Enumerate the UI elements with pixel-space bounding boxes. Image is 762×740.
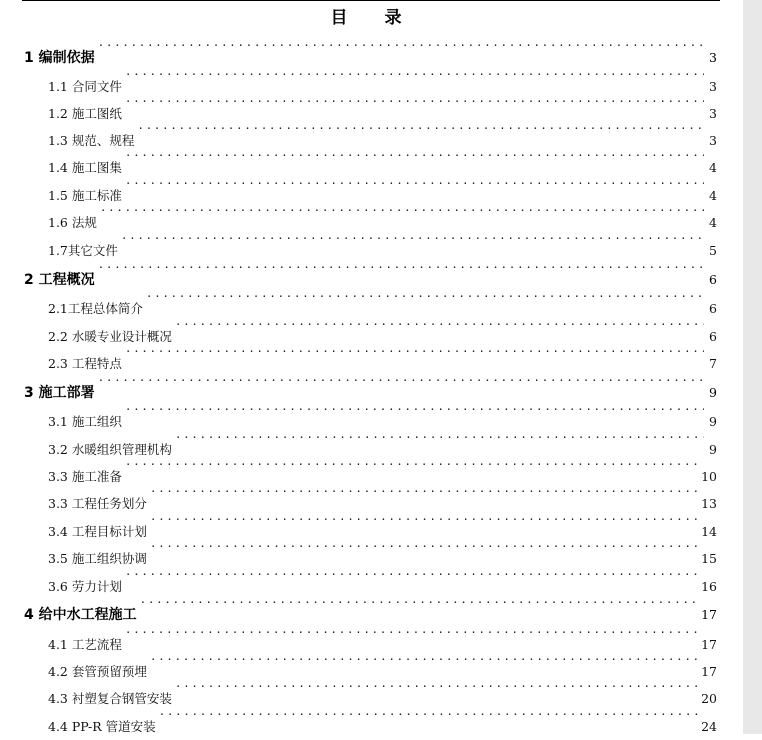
toc-entry-label: 3.3 施工准备 bbox=[48, 469, 122, 484]
dot-leader bbox=[159, 704, 698, 731]
toc-page-number: 5 bbox=[709, 243, 717, 258]
toc-chapter-entry[interactable] bbox=[0, 370, 743, 401]
toc-section-entry[interactable] bbox=[0, 454, 743, 484]
toc-chapter-entry[interactable] bbox=[0, 592, 743, 623]
toc-page-number: 3 bbox=[709, 106, 717, 121]
toc-section-entry[interactable] bbox=[0, 649, 743, 679]
dot-leader bbox=[125, 341, 704, 368]
toc-section-entry[interactable] bbox=[0, 622, 743, 652]
dot-leader bbox=[140, 592, 698, 619]
toc-section-entry[interactable] bbox=[0, 481, 743, 511]
toc-entry-label: 3.6 劳力计划 bbox=[48, 579, 122, 594]
toc-entry-label: 2.2 水暖专业设计概况 bbox=[48, 329, 172, 344]
toc-entry-label: 1 编制依据 bbox=[24, 50, 95, 66]
toc-entry-label: 2.1工程总体简介 bbox=[48, 301, 143, 316]
toc-entry-label: 1.5 施工标准 bbox=[48, 188, 122, 203]
toc-entry-label: 1.6 法规 bbox=[48, 215, 97, 230]
toc-section-entry[interactable] bbox=[0, 200, 743, 230]
toc-page-number: 15 bbox=[701, 551, 717, 566]
toc-section-entry[interactable] bbox=[0, 145, 743, 175]
toc-page-number: 6 bbox=[709, 301, 717, 316]
dot-leader bbox=[150, 536, 698, 563]
toc-page-number: 17 bbox=[701, 637, 717, 652]
toc-page-number: 17 bbox=[701, 607, 717, 622]
toc-page-number: 6 bbox=[709, 272, 717, 287]
toc-page-number: 3 bbox=[709, 50, 717, 65]
toc-page-number: 4 bbox=[709, 160, 717, 175]
toc-entry-label: 1.7其它文件 bbox=[48, 243, 118, 258]
viewer-gutter bbox=[743, 0, 762, 734]
dot-leader bbox=[121, 228, 704, 255]
dot-leader bbox=[98, 35, 704, 62]
dot-leader bbox=[125, 91, 704, 118]
toc-entry-label: 4.4 PP-R 管道安装 bbox=[48, 719, 156, 734]
toc-section-entry[interactable] bbox=[0, 427, 743, 457]
toc-section-entry[interactable] bbox=[0, 314, 743, 344]
toc-section-entry[interactable] bbox=[0, 564, 743, 594]
dot-leader bbox=[175, 676, 698, 703]
dot-leader bbox=[146, 286, 704, 313]
dot-leader bbox=[125, 622, 698, 649]
toc-page-number: 4 bbox=[709, 215, 717, 230]
toc-page-number: 24 bbox=[701, 719, 717, 734]
dot-leader bbox=[150, 481, 698, 508]
dot-leader bbox=[150, 509, 698, 536]
dot-leader bbox=[125, 145, 704, 172]
toc-chapter-entry[interactable] bbox=[0, 35, 743, 66]
toc-entry-label: 2 工程概况 bbox=[24, 272, 95, 288]
dot-leader bbox=[125, 173, 704, 200]
dot-leader bbox=[125, 64, 704, 91]
toc-page-number: 9 bbox=[709, 442, 717, 457]
toc-page-number: 3 bbox=[709, 79, 717, 94]
dot-leader bbox=[125, 564, 698, 591]
toc-section-entry[interactable] bbox=[0, 91, 743, 121]
toc-page-number: 9 bbox=[709, 385, 717, 400]
toc-entry-label: 1.4 施工图集 bbox=[48, 160, 122, 175]
toc-section-entry[interactable] bbox=[0, 64, 743, 94]
dot-leader bbox=[98, 370, 704, 397]
toc-title: 目 录 bbox=[330, 8, 412, 28]
dot-leader bbox=[137, 118, 704, 145]
toc-section-entry[interactable] bbox=[0, 118, 743, 148]
toc-page-number: 7 bbox=[709, 356, 717, 371]
toc-entry-label: 3.5 施工组织协调 bbox=[48, 551, 147, 566]
toc-page-number: 9 bbox=[709, 414, 717, 429]
header-rule bbox=[22, 0, 720, 1]
toc-entry-label: 4.1 工艺流程 bbox=[48, 637, 122, 652]
toc-section-entry[interactable] bbox=[0, 286, 743, 316]
toc-page-number: 16 bbox=[701, 579, 717, 594]
toc-page-number: 17 bbox=[701, 664, 717, 679]
toc-page-number: 13 bbox=[701, 496, 717, 511]
dot-leader bbox=[125, 399, 704, 426]
toc-entry-label: 4.2 套管预留预埋 bbox=[48, 664, 147, 679]
toc-entry-label: 3.3 工程任务划分 bbox=[48, 496, 147, 511]
toc-page-number: 14 bbox=[701, 524, 717, 539]
toc-entry-label: 3 施工部署 bbox=[24, 385, 95, 401]
toc-entry-label: 2.3 工程特点 bbox=[48, 356, 122, 371]
toc-page-number: 20 bbox=[701, 691, 717, 706]
toc-entry-label: 3.4 工程目标计划 bbox=[48, 524, 147, 539]
toc-page-number: 6 bbox=[709, 329, 717, 344]
toc-section-entry[interactable] bbox=[0, 536, 743, 566]
toc-chapter-entry[interactable] bbox=[0, 257, 743, 288]
dot-leader bbox=[125, 454, 698, 481]
toc-section-entry[interactable] bbox=[0, 704, 743, 734]
toc-entry-label: 4 给中水工程施工 bbox=[24, 607, 137, 623]
dot-leader bbox=[175, 427, 704, 454]
toc-section-entry[interactable] bbox=[0, 676, 743, 706]
dot-leader bbox=[100, 200, 704, 227]
toc-page-number: 4 bbox=[709, 188, 717, 203]
toc-entry-label: 1.1 合同文件 bbox=[48, 79, 122, 94]
toc-entry-label: 3.1 施工组织 bbox=[48, 414, 122, 429]
toc-entry-label: 3.2 水暖组织管理机构 bbox=[48, 442, 172, 457]
toc-entry-label: 4.3 衬塑复合钢管安装 bbox=[48, 691, 172, 706]
dot-leader bbox=[98, 257, 704, 284]
dot-leader bbox=[150, 649, 698, 676]
toc-section-entry[interactable] bbox=[0, 341, 743, 371]
toc-section-entry[interactable] bbox=[0, 173, 743, 203]
toc-page-number: 10 bbox=[701, 469, 717, 484]
toc-section-entry[interactable] bbox=[0, 509, 743, 539]
toc-section-entry[interactable] bbox=[0, 228, 743, 258]
toc-page-number: 3 bbox=[709, 133, 717, 148]
toc-entry-label: 1.2 施工图纸 bbox=[48, 106, 122, 121]
toc-section-entry[interactable] bbox=[0, 399, 743, 429]
toc-entry-label: 1.3 规范、规程 bbox=[48, 133, 135, 148]
dot-leader bbox=[175, 314, 704, 341]
